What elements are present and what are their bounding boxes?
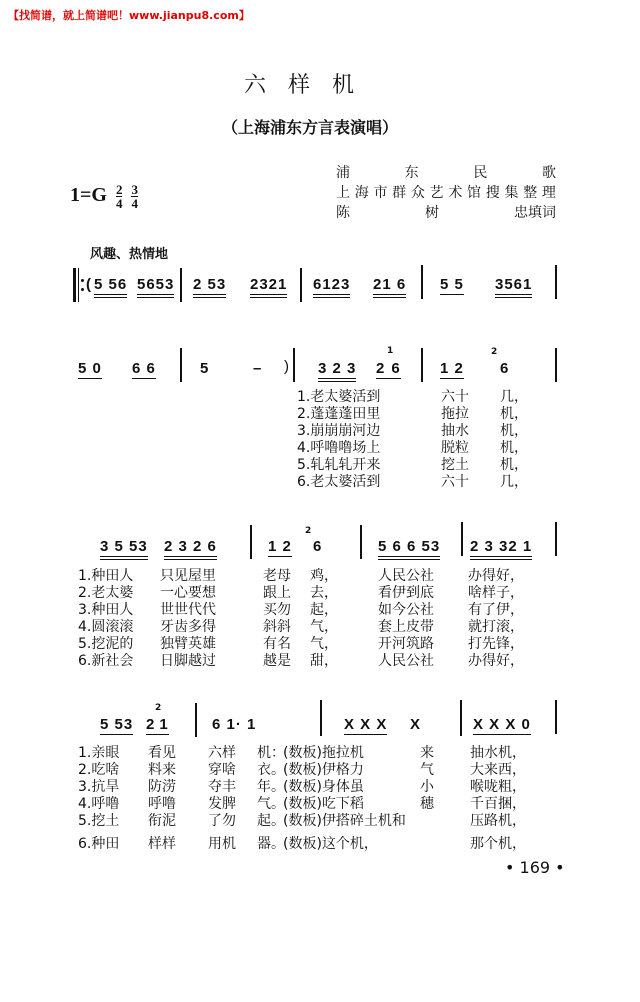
barline <box>555 700 557 734</box>
lyric-phrase: 机， <box>500 423 528 439</box>
lyric-verse-1 <box>78 568 558 585</box>
lyric-phrase: 年。 <box>257 779 285 795</box>
rhythm-group: X X X <box>344 716 388 733</box>
lyric-phrase: 起， <box>310 602 338 618</box>
barline <box>555 522 557 556</box>
rhythm-note: X <box>410 716 422 733</box>
lyric-verse-4 <box>297 440 557 457</box>
lyric-phrase: 有了伊， <box>468 602 524 618</box>
time-signature-1 <box>116 183 123 210</box>
grace-note: 1 <box>387 346 394 356</box>
lyric-phrase: (数板)吃下稻 <box>283 796 364 812</box>
credit-char: 群 <box>392 185 407 201</box>
note-group: 5 5 <box>440 276 464 293</box>
credit-char: 搜 <box>485 185 500 201</box>
note-group: 5653 <box>137 276 174 298</box>
lyric-phrase: 牙齿多得 <box>160 619 216 635</box>
lyric-phrase: 压路机， <box>470 813 526 829</box>
key-label: 1=G <box>70 184 107 207</box>
barline <box>421 348 423 382</box>
repeat-barline <box>73 268 76 302</box>
song-subtitle: （上海浦东方言表演唱） <box>221 118 398 137</box>
lyric-phrase: 如今公社 <box>378 602 434 618</box>
lyric-verse-3 <box>78 602 558 619</box>
note: 1 <box>159 716 169 733</box>
lyric-phrase: 4.呼噜噜场上 <box>297 440 381 456</box>
barline <box>293 348 295 382</box>
lyric-phrase: (数板)这个机， <box>283 836 378 852</box>
credit-char: 市 <box>373 185 388 201</box>
lyric-phrase: 穿啥 <box>208 762 236 778</box>
lyric-phrase: 只见屋里 <box>160 568 216 584</box>
lyric-phrase: 器。 <box>257 836 285 852</box>
barline <box>460 700 462 736</box>
lyric-phrase: 夺丰 <box>208 779 236 795</box>
note-group: 6 1· 1 <box>212 716 257 733</box>
barline <box>555 348 557 382</box>
barline <box>300 268 302 302</box>
credit-char: 众 <box>410 185 425 201</box>
lyric-phrase: 4.圆滚滚 <box>78 619 134 635</box>
lyric-phrase: 挖土 <box>441 457 469 473</box>
credit-lyricist <box>336 202 556 222</box>
lyric-verse-5 <box>297 457 557 474</box>
barline <box>461 522 463 556</box>
lyric-phrase: 看伊到底 <box>378 585 434 601</box>
note: 2 <box>376 360 386 377</box>
lyric-phrase: 越是 <box>263 653 291 669</box>
open-paren: ( <box>86 276 92 293</box>
lyric-verse-1 <box>78 745 558 762</box>
barline <box>180 348 182 382</box>
lyric-verse-6 <box>78 836 558 853</box>
dash: – <box>253 360 263 377</box>
note-group: 3 5 53 <box>100 538 148 560</box>
lyric-phrase: (数板)拖拉机 <box>283 745 364 761</box>
lyric-phrase: (数板)伊搭碎土机和 <box>283 813 406 829</box>
lyric-phrase: 3.种田人 <box>78 602 134 618</box>
lyric-phrase: (数板)身体虽 <box>283 779 364 795</box>
credit-char: 东 <box>404 165 419 181</box>
lyric-phrase: 六样 <box>208 745 236 761</box>
tempo-marking: 风趣、热情地 <box>90 247 169 262</box>
lyric-phrase: 机， <box>500 440 528 456</box>
lyric-phrase: 机， <box>500 406 528 422</box>
credit-char: 树 <box>425 205 439 221</box>
lyric-phrase: 呼噜 <box>148 796 176 812</box>
note-group: 21 6 <box>373 276 406 298</box>
lyric-phrase: 跟上 <box>263 585 291 601</box>
lyric-phrase: 料来 <box>148 762 176 778</box>
note-group: 5 0 <box>78 360 102 377</box>
lyric-phrase: 有名 <box>263 636 291 652</box>
lyric-phrase: 5.轧轧轧开来 <box>297 457 381 473</box>
note-group: 5 6 6 53 <box>378 538 440 560</box>
note-group: 3561 <box>495 276 532 298</box>
ts-top: 2 <box>115 182 123 197</box>
ts-top: 3 <box>131 182 138 197</box>
credit-char: 整 <box>523 185 538 201</box>
credit-char: 陈 <box>336 205 350 221</box>
repeat-dot-upper <box>81 279 84 282</box>
lyric-phrase: 那个机， <box>470 836 526 852</box>
barline <box>555 265 557 299</box>
lyric-phrase: (数板)伊格力 <box>283 762 364 778</box>
lyric-verse-3 <box>78 779 558 796</box>
lyric-verse-4 <box>78 796 558 813</box>
lyric-verse-6 <box>297 474 557 491</box>
credit-char: 艺 <box>429 185 444 201</box>
lyric-verse-5 <box>78 636 558 653</box>
key-signature <box>70 183 138 210</box>
credit-char: 上 <box>336 185 350 201</box>
lyric-phrase: 衔泥 <box>148 813 176 829</box>
note-group: 2 3 2 6 <box>164 538 217 560</box>
lyric-phrase: 了勿 <box>208 813 236 829</box>
lyric-phrase: 6.新社会 <box>78 653 134 669</box>
lyric-phrase: 看见 <box>148 745 176 761</box>
note: 6 <box>500 360 510 377</box>
credit-char: 民 <box>473 165 488 181</box>
watermark-banner: 【找简谱，就上简谱吧！www.jianpu8.com】 <box>8 9 250 22</box>
lyric-phrase: 办得好， <box>468 568 524 584</box>
lyric-phrase: 拖拉 <box>441 406 469 422</box>
lyric-phrase: 六十 <box>441 474 469 490</box>
lyric-phrase: 喉咙粗， <box>470 779 526 795</box>
lyric-phrase: 打先锋， <box>468 636 524 652</box>
lyric-verse-1 <box>297 389 557 406</box>
lyric-phrase: 脱粒 <box>441 440 469 456</box>
barline <box>320 700 322 736</box>
lyric-phrase: 老母 <box>263 568 291 584</box>
credit-collector <box>336 182 556 202</box>
lyrics-row-2 <box>297 389 557 491</box>
credit-char: 理 <box>541 185 556 201</box>
credit-char: 歌 <box>541 165 556 181</box>
lyric-phrase: 6.老太婆活到 <box>297 474 381 490</box>
lyric-phrase: 6.种田 <box>78 836 120 852</box>
note: 6 <box>313 538 323 555</box>
lyric-phrase: 4.呼噜 <box>78 796 120 812</box>
grace-note: 2 <box>155 703 162 713</box>
credit-char: 术 <box>448 185 463 201</box>
lyric-phrase: 办得好， <box>468 653 524 669</box>
lyric-phrase: 1.老太婆活到 <box>297 389 381 405</box>
lyric-phrase: 斜斜 <box>263 619 291 635</box>
note-group: 5 56 <box>94 276 127 298</box>
lyric-phrase: 发脾 <box>208 796 236 812</box>
lyric-phrase: 2.蓬蓬蓬田里 <box>297 406 381 422</box>
barline <box>195 703 197 737</box>
lyric-phrase: 大来西， <box>470 762 526 778</box>
lyric-phrase: 几， <box>500 474 528 490</box>
note: 5 <box>200 360 210 377</box>
time-signature-2 <box>131 183 138 210</box>
lyric-phrase: 气， <box>310 619 338 635</box>
lyric-phrase: 啥样子， <box>468 585 524 601</box>
note-group: 6123 <box>313 276 350 298</box>
lyric-phrase: 套上皮带 <box>378 619 434 635</box>
lyric-phrase: 3.抗旱 <box>78 779 120 795</box>
note-group: 1 2 <box>440 360 464 377</box>
lyric-phrase: 一心要想 <box>160 585 216 601</box>
lyric-phrase: 起。 <box>257 813 285 829</box>
ts-bottom: 4 <box>115 196 123 211</box>
grace-note: 2 <box>305 526 312 536</box>
lyric-verse-2 <box>78 585 558 602</box>
lyric-phrase: 气。 <box>257 796 285 812</box>
lyric-phrase: 用机 <box>208 836 236 852</box>
barline <box>180 268 182 302</box>
lyric-phrase: 去， <box>310 585 338 601</box>
credit-char: 忠填词 <box>514 205 556 221</box>
lyric-phrase: 样样 <box>148 836 176 852</box>
lyric-phrase: 1.种田人 <box>78 568 134 584</box>
lyric-verse-5 <box>78 813 558 830</box>
lyric-phrase: 独臂英雄 <box>160 636 216 652</box>
lyric-verse-3 <box>297 423 557 440</box>
lyric-phrase: 抽水机， <box>470 745 526 761</box>
lyric-phrase: 气 <box>420 762 434 778</box>
credit-char: 馆 <box>467 185 482 201</box>
song-title: 六样机 <box>243 73 376 98</box>
note: 2 <box>146 716 156 733</box>
lyric-phrase: 1.亲眼 <box>78 745 120 761</box>
note: 6 <box>391 360 401 377</box>
lyric-phrase: 穗 <box>420 796 434 812</box>
lyric-phrase: 日脚越过 <box>160 653 216 669</box>
barline <box>421 265 423 299</box>
lyric-verse-6 <box>78 653 558 670</box>
lyric-verse-4 <box>78 619 558 636</box>
lyric-phrase: 世世代代 <box>160 602 216 618</box>
barline <box>360 525 362 559</box>
lyric-phrase: 买勿 <box>263 602 291 618</box>
credit-origin <box>336 162 556 182</box>
grace-note: 2 <box>491 347 498 357</box>
lyric-phrase: 衣。 <box>257 762 285 778</box>
lyric-phrase: 2.吃啥 <box>78 762 120 778</box>
lyric-phrase: 2.老太婆 <box>78 585 134 601</box>
lyric-phrase: 5.挖泥的 <box>78 636 134 652</box>
page-number: • 169 • <box>505 858 565 877</box>
lyric-phrase: 来 <box>420 745 434 761</box>
lyric-phrase: 小 <box>420 779 434 795</box>
lyric-phrase: 就打滚， <box>468 619 524 635</box>
lyric-phrase: 5.挖土 <box>78 813 120 829</box>
lyric-phrase: 甜， <box>310 653 338 669</box>
close-paren: ) <box>284 358 290 375</box>
lyric-phrase: 机， <box>500 457 528 473</box>
lyric-phrase: 千百捆， <box>470 796 526 812</box>
lyric-verse-2 <box>297 406 557 423</box>
rhythm-group: X X X 0 <box>473 716 531 733</box>
credit-char: 浦 <box>336 165 350 181</box>
lyric-phrase: 六十 <box>441 389 469 405</box>
note-group: 5 53 <box>100 716 134 733</box>
lyric-phrase: 几， <box>500 389 528 405</box>
note-group: 2321 <box>250 276 287 298</box>
lyric-phrase: 鸡， <box>310 568 338 584</box>
lyric-phrase: 抽水 <box>441 423 469 439</box>
lyric-verse-2 <box>78 762 558 779</box>
note-group: 6 6 <box>132 360 156 377</box>
note-group: 2 3 32 1 <box>470 538 532 560</box>
lyric-phrase: 3.崩崩崩河边 <box>297 423 381 439</box>
note-group: 2 53 <box>193 276 226 298</box>
lyric-phrase: 人民公社 <box>378 568 434 584</box>
credit-char: 集 <box>504 185 519 201</box>
lyric-phrase: 开河筑路 <box>378 636 434 652</box>
lyric-phrase: 人民公社 <box>378 653 434 669</box>
lyrics-row-3 <box>78 568 558 670</box>
credit-char: 海 <box>354 185 369 201</box>
lyric-phrase: 气， <box>310 636 338 652</box>
note-group: 1 2 <box>268 538 292 555</box>
barline <box>250 525 252 559</box>
ts-bottom: 4 <box>131 196 138 211</box>
lyrics-row-4 <box>78 745 558 853</box>
lyric-phrase: 机： <box>257 745 285 761</box>
note-group: 3 2 3 <box>318 360 356 382</box>
repeat-barline-thin <box>78 268 79 302</box>
repeat-dot-lower <box>81 288 84 291</box>
lyric-phrase: 防涝 <box>148 779 176 795</box>
